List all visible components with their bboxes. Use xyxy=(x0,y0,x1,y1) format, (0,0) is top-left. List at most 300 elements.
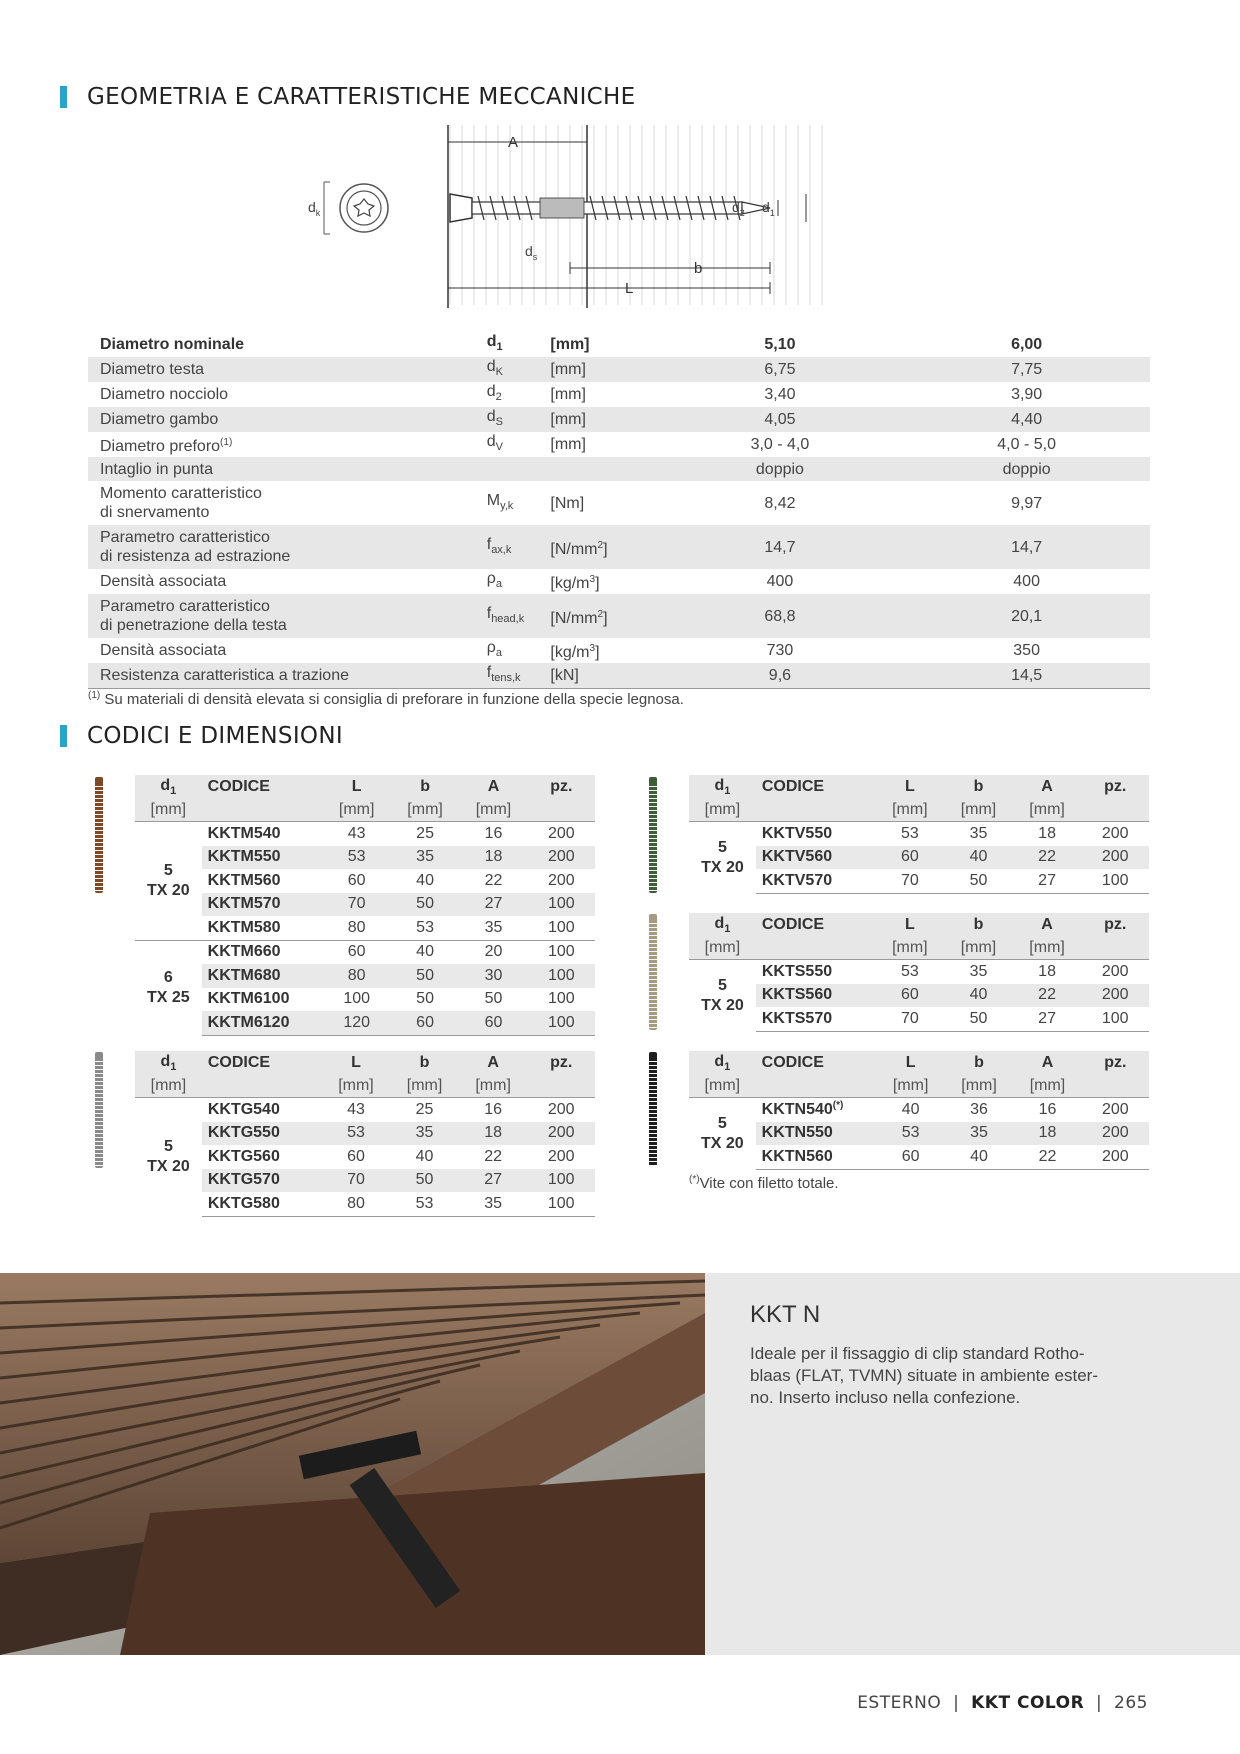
mechanical-properties-table xyxy=(88,332,1150,689)
value-d1-5: 68,8 xyxy=(657,594,904,638)
thread-length-value: 40 xyxy=(944,846,1013,870)
footer-separator: | xyxy=(1096,1693,1103,1713)
header-unit xyxy=(1081,799,1149,822)
table-row xyxy=(135,846,595,870)
header-unit xyxy=(528,799,595,822)
header-unit: [mm] xyxy=(390,1075,459,1098)
header-unit xyxy=(1081,937,1149,960)
kktm-codes-table xyxy=(135,775,595,1036)
product-code: KKTS570 xyxy=(756,1007,876,1031)
table-row xyxy=(135,916,595,940)
property-name: Parametro caratteristico di penetrazione della testa xyxy=(88,594,475,638)
header-unit: [mm] xyxy=(944,937,1013,960)
length-value: 60 xyxy=(347,871,366,889)
table-row xyxy=(88,382,1150,407)
kktg-screw-image xyxy=(95,1052,103,1168)
fixing-length-value: 22 xyxy=(1013,846,1082,870)
header-A: A xyxy=(1013,1051,1081,1075)
header-pz: pz. xyxy=(1081,913,1149,937)
diameter-drive-cell: 5 TX 20 xyxy=(689,822,756,894)
header-unit xyxy=(202,799,323,822)
pieces-value: 100 xyxy=(528,893,595,917)
property-name: Densità associata xyxy=(100,573,227,590)
thread-length-value: 50 xyxy=(390,1169,459,1193)
length-value: 40 xyxy=(901,1100,920,1118)
header-unit: [mm] xyxy=(1013,799,1082,822)
header-b: b xyxy=(945,1051,1013,1075)
property-symbol: $d_K$ xyxy=(475,357,539,382)
table-row xyxy=(135,1098,595,1122)
header-code: CODICE xyxy=(756,913,876,937)
header-unit: [mm] xyxy=(550,336,590,353)
value-d1-6: 14,7 xyxy=(903,525,1150,569)
header-symbol: $d_1$ xyxy=(486,333,503,353)
footnote-1: $^{(1)}$ Su materiali di densità elevata si consiglia di preforare in funzione della specie legnosa. xyxy=(88,690,684,708)
property-name: Intaglio in punta xyxy=(88,457,475,481)
header-unit: [mm] xyxy=(459,799,527,822)
header-code: CODICE xyxy=(756,1051,877,1075)
pieces-value: 200 xyxy=(1101,824,1129,842)
header-value-1: 5,10 xyxy=(764,336,796,353)
fixing-length-value: 18 xyxy=(459,846,527,870)
table-row xyxy=(135,869,595,893)
thread-length-value: 25 xyxy=(416,824,434,842)
header-unit: [mm] xyxy=(322,1075,391,1098)
header-unit xyxy=(756,937,876,960)
kktn-screw-image xyxy=(649,1052,657,1166)
value-d1-6: 400 xyxy=(1013,573,1040,590)
header-value-2: 6,00 xyxy=(1011,336,1043,353)
label-L: L xyxy=(625,280,634,297)
product-code: KKTM550 xyxy=(202,846,323,870)
header-b: b xyxy=(391,775,459,799)
header-unit xyxy=(756,799,876,822)
header-A: A xyxy=(1013,913,1082,937)
screw-geometry-diagram xyxy=(300,120,940,310)
property-symbol: $d_S$ xyxy=(475,407,539,432)
feature-line: no. Inserto incluso nella confezione. xyxy=(750,1388,1021,1407)
page-footer xyxy=(857,1693,1148,1713)
property-symbol: $f_{tens,k}$ xyxy=(475,663,539,689)
table-row xyxy=(88,481,1150,525)
property-symbol: $d_2$ xyxy=(486,383,502,403)
header-unit: [mm] xyxy=(689,1075,756,1098)
pieces-value: 100 xyxy=(528,964,595,988)
header-L: L xyxy=(876,775,945,799)
title-accent-bar xyxy=(60,725,67,747)
footnote-2: (*)Vite con filetto totale. xyxy=(689,1174,839,1192)
table-row xyxy=(135,940,595,964)
header-b: b xyxy=(390,1051,459,1075)
product-code: KKTN550 xyxy=(756,1122,877,1146)
header-L: L xyxy=(322,1051,391,1075)
property-unit: [mm] xyxy=(550,436,586,453)
kktm-screw-image xyxy=(95,777,103,893)
header-unit: [mm] xyxy=(876,799,945,822)
section-title-geometry xyxy=(60,84,635,110)
header-unit: [mm] xyxy=(459,1075,528,1098)
feature-description xyxy=(750,1343,1098,1409)
value-d1-5: 8,42 xyxy=(764,494,796,512)
diagram-background-lines xyxy=(450,125,822,305)
header-A: A xyxy=(459,775,527,799)
thread-length-value: 36 xyxy=(970,1100,988,1118)
label-ds: $d_s$ xyxy=(525,243,538,262)
product-code: KKTM6120 xyxy=(202,1011,323,1035)
header-A: A xyxy=(1013,775,1082,799)
header-L: L xyxy=(876,913,945,937)
property-symbol: $f_{head,k}$ xyxy=(475,594,539,638)
kkts-screw-image xyxy=(649,914,657,1030)
table-header-row xyxy=(689,913,1149,937)
table-row xyxy=(689,846,1149,870)
diameter-drive-cell: 5 TX 20 xyxy=(135,822,202,941)
table-unit-row xyxy=(135,1075,595,1098)
section-title-text: GEOMETRIA E CARATTERISTICHE MECCANICHE xyxy=(87,84,636,110)
length-value: 70 xyxy=(322,1169,391,1193)
header-L: L xyxy=(322,775,390,799)
product-code: KKTG570 xyxy=(202,1169,322,1193)
header-d1: $d_1$ xyxy=(689,913,756,937)
header-unit: [mm] xyxy=(944,799,1013,822)
product-code: KKTS560 xyxy=(756,984,876,1008)
thread-length-value: 50 xyxy=(391,893,459,917)
pieces-value: 100 xyxy=(527,1169,595,1193)
header-unit: [mm] xyxy=(876,1075,944,1098)
value-d1-5: 3,40 xyxy=(764,386,796,403)
pieces-value: 100 xyxy=(528,1011,595,1035)
length-value: 80 xyxy=(347,918,366,936)
product-code: KKTN540(*) xyxy=(761,1100,844,1119)
thread-length-value: 35 xyxy=(969,962,988,980)
pieces-value: 200 xyxy=(528,846,595,870)
thread-length-value: 35 xyxy=(390,1122,459,1146)
table-row xyxy=(689,1145,1149,1169)
product-code: KKTM570 xyxy=(202,893,323,917)
fixing-length-value: 27 xyxy=(459,1169,528,1193)
table-row xyxy=(689,1122,1149,1146)
fixing-length-value: 16 xyxy=(484,1100,503,1118)
kktn-codes-table xyxy=(689,1051,1149,1170)
length-value: 53 xyxy=(322,846,390,870)
table-row xyxy=(689,869,1149,893)
thread-length-value: 60 xyxy=(391,1011,459,1035)
header-pz: pz. xyxy=(1081,775,1149,799)
page-number: 265 xyxy=(1114,1693,1148,1713)
length-value: 70 xyxy=(876,869,945,893)
length-value: 43 xyxy=(347,824,366,842)
table-row xyxy=(88,357,1150,382)
value-d1-6: 7,75 xyxy=(903,357,1150,382)
property-unit: [mm] xyxy=(538,357,656,382)
fixing-length-value: 50 xyxy=(484,990,503,1008)
section-title-text: CODICI E DIMENSIONI xyxy=(87,723,343,749)
fixing-length-value: 18 xyxy=(459,1122,528,1146)
fixing-length-value: 60 xyxy=(459,1011,527,1035)
table-row xyxy=(135,822,595,846)
pieces-value: 100 xyxy=(527,1192,595,1216)
header-unit: [mm] xyxy=(689,799,756,822)
pieces-value: 100 xyxy=(547,918,575,936)
pieces-value: 200 xyxy=(1101,1100,1129,1118)
value-d1-6: 4,0 - 5,0 xyxy=(997,436,1056,453)
header-d1: $d_1$ xyxy=(135,1051,202,1075)
value-d1-5: 9,6 xyxy=(657,663,904,689)
length-value: 80 xyxy=(322,964,390,988)
thread-length-value: 40 xyxy=(391,940,459,964)
pieces-value: 200 xyxy=(527,1122,595,1146)
length-value: 53 xyxy=(900,824,919,842)
value-d1-6: 3,90 xyxy=(1011,386,1043,403)
kktv-screw-image xyxy=(649,777,657,893)
property-unit: $[kg/m^3]$ xyxy=(550,643,600,661)
thread-length-value: 40 xyxy=(416,871,434,889)
table-header-row xyxy=(689,1051,1149,1075)
fixing-length-value: 27 xyxy=(1013,1007,1082,1031)
table-row xyxy=(135,893,595,917)
fixing-length-value: 22 xyxy=(1013,984,1082,1008)
property-unit: $[kg/m^3]$ xyxy=(550,574,600,592)
length-value: 100 xyxy=(343,990,371,1008)
property-unit: [mm] xyxy=(550,386,586,403)
header-pz: pz. xyxy=(527,1051,595,1075)
table-row xyxy=(88,432,1150,457)
product-code: KKTM6100 xyxy=(207,990,290,1008)
table-header-row xyxy=(88,332,1150,357)
value-d1-6: 9,97 xyxy=(1011,494,1043,512)
property-symbol: $\rho_a$ xyxy=(486,639,502,659)
value-d1-5: 4,05 xyxy=(657,407,904,432)
pieces-value: 100 xyxy=(547,990,575,1008)
pieces-value: 200 xyxy=(547,1100,575,1118)
property-name: Densità associata xyxy=(100,642,227,659)
kkts-codes-table xyxy=(689,913,1149,1032)
diameter-drive-cell: 5 TX 20 xyxy=(135,1098,202,1217)
property-name: Parametro caratteristico di resistenza ad estrazione xyxy=(88,525,475,569)
value-d1-6: 20,1 xyxy=(903,594,1150,638)
table-row xyxy=(689,1098,1149,1122)
table-row xyxy=(88,594,1150,638)
value-d1-5: doppio xyxy=(657,457,904,481)
header-name: Diametro nominale xyxy=(100,336,245,353)
product-code: KKTS550 xyxy=(761,962,833,980)
property-symbol: $\rho_a$ xyxy=(486,570,502,590)
length-value: 43 xyxy=(347,1100,365,1118)
fixing-length-value: 20 xyxy=(459,940,527,964)
product-code: KKTG540 xyxy=(207,1100,280,1118)
table-header-row xyxy=(135,1051,595,1075)
pieces-value: 100 xyxy=(1081,869,1149,893)
value-d1-6: 14,5 xyxy=(903,663,1150,689)
header-d1: $d_1$ xyxy=(135,775,202,799)
property-unit: [kN] xyxy=(538,663,656,689)
table-row xyxy=(135,1122,595,1146)
table-unit-row xyxy=(689,937,1149,960)
fixing-length-value: 27 xyxy=(459,893,527,917)
table-row xyxy=(88,663,1150,689)
feature-line: Ideale per il fissaggio di clip standard Rotho- xyxy=(750,1344,1085,1363)
header-unit: [mm] xyxy=(1013,937,1082,960)
product-code: KKTM560 xyxy=(207,871,281,889)
product-code: KKTM660 xyxy=(202,940,323,964)
fixing-length-value: 22 xyxy=(484,871,503,889)
table-unit-row xyxy=(135,799,595,822)
thread-length-value: 35 xyxy=(945,1122,1013,1146)
table-row xyxy=(135,988,595,1012)
thread-length-value: 40 xyxy=(944,984,1013,1008)
property-unit: $[N/mm^2]$ xyxy=(538,594,656,638)
property-unit: [mm] xyxy=(538,407,656,432)
header-unit xyxy=(756,1075,877,1098)
header-unit: [mm] xyxy=(391,799,459,822)
value-d1-6: 4,40 xyxy=(903,407,1150,432)
kktv-codes-table xyxy=(689,775,1149,894)
pieces-value: 200 xyxy=(1082,1122,1149,1146)
header-unit: [mm] xyxy=(1013,1075,1081,1098)
header-b: b xyxy=(944,775,1013,799)
property-symbol xyxy=(475,457,539,481)
thread-length-value: 35 xyxy=(969,824,988,842)
length-value: 60 xyxy=(322,940,390,964)
header-code: CODICE xyxy=(202,1051,322,1075)
property-name: Diametro preforo$^{(1)}$ xyxy=(100,437,233,455)
label-A: A xyxy=(508,134,519,151)
table-header-row xyxy=(135,775,595,799)
length-value: 70 xyxy=(876,1007,945,1031)
table-row xyxy=(135,1192,595,1216)
feature-title: KKT N xyxy=(750,1301,821,1328)
length-value: 53 xyxy=(876,1122,944,1146)
fixing-length-value: 18 xyxy=(1038,824,1056,842)
length-value: 53 xyxy=(322,1122,391,1146)
thread-length-value: 53 xyxy=(416,918,434,936)
kktg-codes-table xyxy=(135,1051,595,1217)
fixing-length-value: 16 xyxy=(1038,1100,1057,1118)
product-code: KKTG550 xyxy=(202,1122,322,1146)
header-unit: [mm] xyxy=(689,937,756,960)
table-unit-row xyxy=(689,799,1149,822)
length-value: 60 xyxy=(876,1145,944,1169)
title-accent-bar xyxy=(60,86,67,108)
property-unit: $[N/mm^2]$ xyxy=(538,525,656,569)
table-row xyxy=(689,984,1149,1008)
value-d1-5: 6,75 xyxy=(657,357,904,382)
pieces-value: 200 xyxy=(1101,962,1129,980)
pieces-value: 200 xyxy=(547,824,575,842)
pieces-value: 100 xyxy=(528,940,595,964)
product-code: KKTM680 xyxy=(202,964,323,988)
thread-length-value: 50 xyxy=(944,869,1013,893)
header-b: b xyxy=(944,913,1013,937)
header-pz: pz. xyxy=(528,775,595,799)
header-unit: [mm] xyxy=(135,1075,202,1098)
property-name: Diametro gambo xyxy=(88,407,475,432)
property-name: Diametro testa xyxy=(88,357,475,382)
thread-length-value: 50 xyxy=(391,964,459,988)
table-row xyxy=(689,1007,1149,1031)
thread-length-value: 40 xyxy=(415,1147,434,1165)
thread-length-value: 40 xyxy=(945,1145,1013,1169)
length-value: 60 xyxy=(876,846,945,870)
pieces-value: 200 xyxy=(1081,846,1149,870)
diameter-drive-cell: 6 TX 25 xyxy=(135,940,202,1035)
thread-length-value: 35 xyxy=(391,846,459,870)
header-code: CODICE xyxy=(756,775,876,799)
header-unit: [mm] xyxy=(876,937,945,960)
header-unit xyxy=(202,1075,322,1098)
property-unit: [Nm] xyxy=(550,494,585,512)
table-row xyxy=(135,964,595,988)
section-title-codes xyxy=(60,723,343,749)
property-name: Resistenza caratteristica a trazione xyxy=(88,663,475,689)
header-pz: pz. xyxy=(1082,1051,1149,1075)
table-row xyxy=(88,638,1150,663)
header-unit: [mm] xyxy=(135,799,202,822)
value-d1-6: doppio xyxy=(903,457,1150,481)
length-value: 80 xyxy=(322,1192,391,1216)
diameter-drive-cell: 5 TX 20 xyxy=(689,1098,756,1170)
product-code: KKTV560 xyxy=(756,846,876,870)
table-row xyxy=(135,1011,595,1035)
header-d1: $d_1$ xyxy=(689,775,756,799)
header-d1: $d_1$ xyxy=(689,1051,756,1075)
property-symbol: $M_{y,k}$ xyxy=(486,491,514,512)
length-value: 120 xyxy=(322,1011,390,1035)
product-code: KKTM540 xyxy=(207,824,281,842)
pieces-value: 200 xyxy=(1081,984,1149,1008)
header-unit xyxy=(1082,1075,1149,1098)
pieces-value: 200 xyxy=(547,871,575,889)
fixing-length-value: 16 xyxy=(484,824,503,842)
thread-length-value: 50 xyxy=(416,990,434,1008)
feature-line: blaas (FLAT, TVMN) situate in ambiente ester- xyxy=(750,1366,1099,1385)
property-name: Momento caratteristico di snervamento xyxy=(100,485,262,521)
product-feature-panel xyxy=(705,1273,1240,1655)
label-b: b xyxy=(694,260,703,277)
value-d1-5: 3,0 - 4,0 xyxy=(750,436,810,453)
pieces-value: 200 xyxy=(547,1147,575,1165)
table-unit-row xyxy=(689,1075,1149,1098)
footer-product: KKT COLOR xyxy=(971,1693,1085,1713)
table-row xyxy=(689,822,1149,846)
length-value: 60 xyxy=(876,984,945,1008)
table-row xyxy=(88,407,1150,432)
length-value: 53 xyxy=(900,962,919,980)
fixing-length-value: 18 xyxy=(1013,1122,1081,1146)
decking-photo xyxy=(0,1273,705,1655)
header-unit: [mm] xyxy=(945,1075,1013,1098)
header-A: A xyxy=(459,1051,528,1075)
property-name: Diametro nocciolo xyxy=(100,386,229,403)
property-unit xyxy=(538,457,656,481)
screw-head-view xyxy=(324,182,388,234)
table-row xyxy=(135,1145,595,1169)
property-symbol: $d_V$ xyxy=(486,433,503,453)
thread-length-value: 50 xyxy=(944,1007,1013,1031)
table-row xyxy=(689,960,1149,984)
footer-separator: | xyxy=(953,1693,960,1713)
table-row xyxy=(135,1169,595,1193)
value-d1-6: 350 xyxy=(1013,642,1040,659)
product-code: KKTV550 xyxy=(761,824,833,842)
fixing-length-value: 30 xyxy=(459,964,527,988)
table-row xyxy=(88,569,1150,594)
header-unit: [mm] xyxy=(322,799,390,822)
value-d1-5: 14,7 xyxy=(657,525,904,569)
header-unit xyxy=(527,1075,595,1098)
header-L: L xyxy=(876,1051,944,1075)
fixing-length-value: 18 xyxy=(1038,962,1056,980)
